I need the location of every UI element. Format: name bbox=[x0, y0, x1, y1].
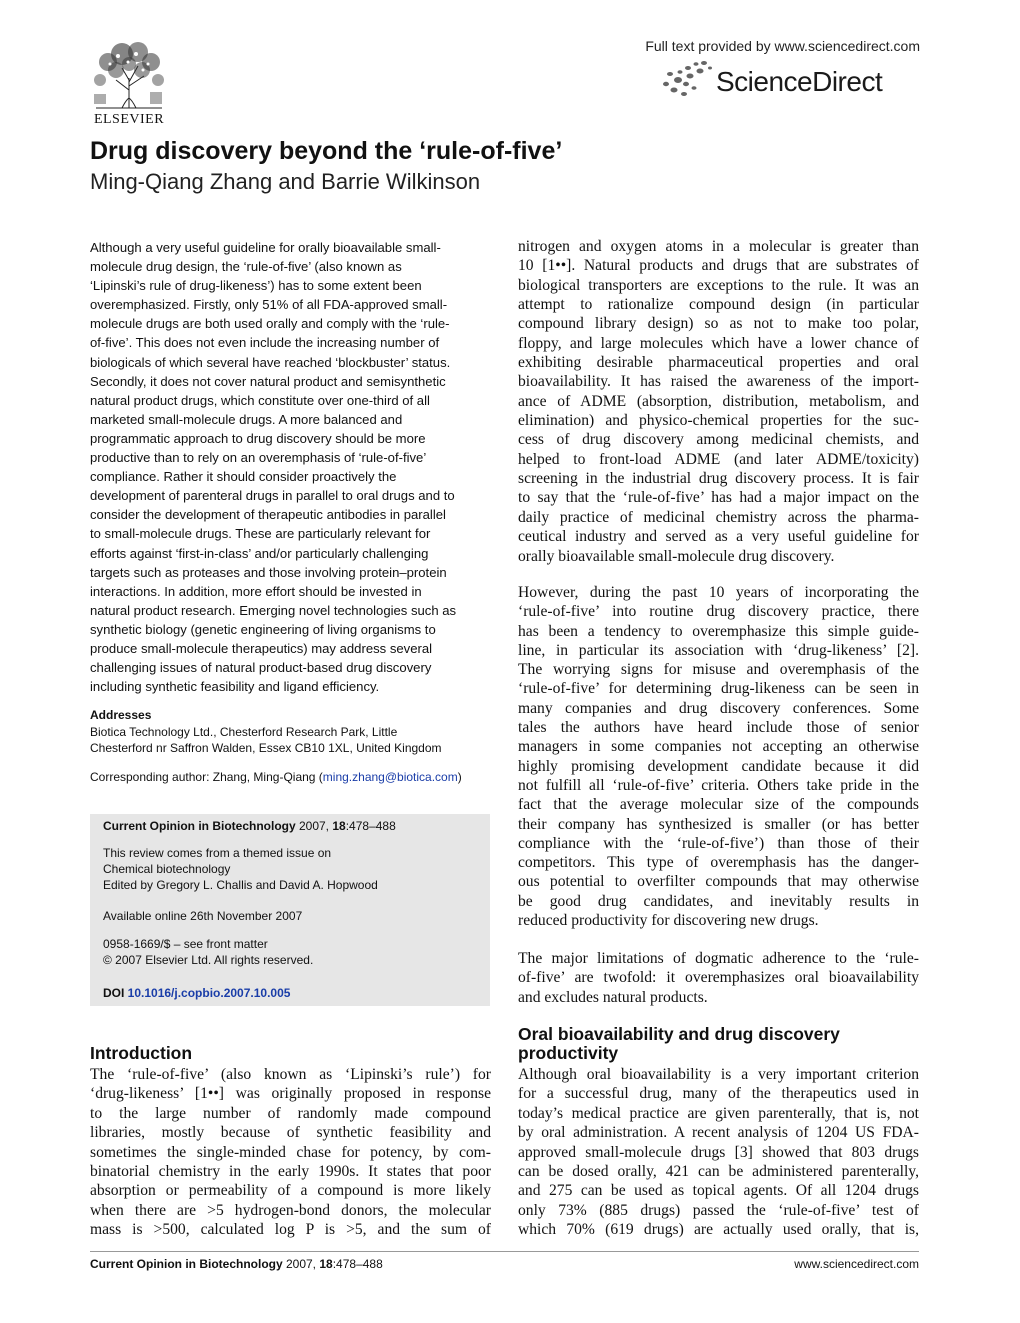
doi-link[interactable]: 10.1016/j.copbio.2007.10.005 bbox=[127, 986, 291, 1000]
text-line: compliance with the ‘rule-of-five’) than those of their bbox=[518, 834, 919, 852]
abstract-line: consider the development of therapeutic antibodies in parallel bbox=[90, 507, 446, 523]
addresses-heading: Addresses bbox=[90, 708, 152, 722]
text-line: be good drug candidates, and inevitably results in bbox=[518, 892, 919, 910]
text-line: to say that the ‘rule-of-five’ has had a major impact on the bbox=[518, 489, 919, 507]
abstract-line: compliance. Rather it should consider proactively the bbox=[90, 469, 397, 485]
abstract-line: programmatic approach to drug discovery should be more bbox=[90, 430, 426, 446]
text-line: Although oral bioavailability is a very important criterion bbox=[518, 1066, 919, 1083]
text-line: and excludes natural products. bbox=[518, 988, 708, 1006]
text-line: managers in some companies not accepting an otherwise bbox=[518, 738, 919, 756]
text-line: competitors. This type of overemphasis has the danger- bbox=[518, 854, 919, 872]
text-line: to the large number of randomly made compound bbox=[90, 1104, 491, 1122]
abstract-line: interactions. In addition, more effort should be invested in bbox=[90, 583, 422, 599]
abstract-line: natural product research. Emerging novel technologies such as bbox=[90, 602, 457, 618]
text-line: can be dosed orally, 421 can be administered parenterally, bbox=[518, 1163, 919, 1181]
text-line: libraries, mostly because of synthetic feasibility and bbox=[90, 1124, 491, 1142]
abstract-line: synthetic biology (genetic engineering of living organisms to bbox=[90, 621, 436, 637]
abstract-line: ‘Lipinski’s rule of drug-likeness’) has to some extent been bbox=[90, 278, 422, 294]
text-line: ous potential to overfilter compounds that may otherwise bbox=[518, 873, 919, 891]
text-line: for a successful drug, many of the therapeutics used in bbox=[518, 1085, 919, 1103]
abstract bbox=[90, 238, 480, 696]
journal-year: 2007, bbox=[295, 819, 333, 833]
available-online: Available online 26th November 2007 bbox=[103, 909, 303, 923]
text-line: compound library design) so as not to make too polar, bbox=[518, 315, 919, 333]
doi-line bbox=[103, 986, 290, 1000]
footer-pages: :478–488 bbox=[332, 1257, 383, 1271]
oral-bioavailability-heading bbox=[518, 1025, 919, 1063]
footer-year: 2007, bbox=[282, 1257, 320, 1271]
sciencedirect-dots-icon bbox=[660, 58, 716, 100]
footer-journal: Current Opinion in Biotechnology bbox=[90, 1257, 283, 1271]
text-line: sometimes the single-minded chase for potency, by com- bbox=[90, 1143, 491, 1161]
text-line: floppy, and large molecules which have a lower chance of bbox=[518, 334, 919, 352]
text-line: ‘rule-of-five’ into routine drug discovery practice, there bbox=[518, 603, 919, 621]
full-text-provider[interactable]: Full text provided by www.sciencedirect.com bbox=[645, 38, 920, 54]
text-line: fact that the average molecular size of the compounds bbox=[518, 796, 919, 814]
abstract-line: natural product drugs, which constitute over one-third of all bbox=[90, 392, 430, 408]
text-line: many companies and drug discovery conferences. Some bbox=[518, 699, 919, 717]
abstract-line: challenging issues of natural product-based drug discovery bbox=[90, 660, 432, 676]
corresponding-suffix: ) bbox=[457, 770, 462, 784]
text-line: 10 [1••]. Natural products and drugs that are substrates of bbox=[518, 257, 919, 275]
footer-volume: 18 bbox=[319, 1257, 333, 1271]
text-line: their company has synthesized is smaller (or has better bbox=[518, 815, 919, 833]
text-line: helped to front-load ADME (and later ADME/toxicity) bbox=[518, 450, 919, 468]
heading-line: productivity bbox=[518, 1043, 619, 1063]
text-line: ‘rule-of-five’ for determining drug-likeness can be seen in bbox=[518, 680, 919, 698]
abstract-line: of-five’. This does not even include the increasing number of bbox=[90, 335, 440, 351]
oral-bioavailability-text bbox=[518, 1065, 919, 1240]
text-line: screening in the industrial drug discovery process. It is fair bbox=[518, 470, 919, 488]
text-line: highly promising development candidate because it did bbox=[518, 757, 919, 775]
text-line: today’s medical practice are given parenterally, that is, not bbox=[518, 1104, 919, 1122]
abstract-line: biologicals of which several have reached ‘blockbuster’ status. bbox=[90, 354, 451, 370]
footer-divider bbox=[90, 1251, 919, 1252]
text-line: of-five’ are twofold: it overemphasizes oral bioavailability bbox=[518, 969, 919, 987]
text-line: ‘drug-likeness’ [1••] was originally proposed in response bbox=[90, 1085, 491, 1103]
journal-citation bbox=[103, 819, 396, 833]
addresses bbox=[90, 724, 442, 756]
abstract-line: development of parenteral drugs in parallel to oral drugs and to bbox=[90, 488, 455, 504]
text-line: nitrogen and oxygen atoms in a molecular is greater than bbox=[518, 238, 919, 255]
abstract-line: overemphasized. Firstly, only 51% of all FDA-approved small- bbox=[90, 297, 448, 313]
abstract-line: efforts against ‘first-in-class’ and/or particularly challenging bbox=[90, 545, 429, 561]
text-line: line, in particular its association with ‘drug-likeness’ [2]. bbox=[518, 641, 919, 659]
publisher-name: ELSEVIER bbox=[93, 112, 165, 127]
abstract-line: produce small-molecule therapeutics) may address several bbox=[90, 640, 433, 656]
text-line: attempt to rationalize compound design (in particular bbox=[518, 296, 919, 314]
text-line: binatorial chemistry in the early 1990s. It states that poor bbox=[90, 1163, 491, 1181]
abstract-line: marketed small-molecule drugs. A more balanced and bbox=[90, 411, 403, 427]
sciencedirect-wordmark[interactable]: ScienceDirect bbox=[716, 66, 883, 97]
article-authors: Ming-Qiang Zhang and Barrie Wilkinson bbox=[90, 169, 481, 194]
abstract-line: molecule drugs are both used orally and comply with the ‘rule- bbox=[90, 316, 450, 332]
text-line: However, during the past 10 years of incorporating the bbox=[518, 584, 919, 601]
text-line: has been a tendency to overemphasize this simple guide- bbox=[518, 622, 919, 640]
text-line: The worrying signs for misuse and overemphasis of the bbox=[518, 661, 919, 679]
footer-website-link[interactable]: www.sciencedirect.com bbox=[794, 1257, 919, 1271]
introduction-text bbox=[90, 1065, 491, 1240]
journal-volume: 18 bbox=[332, 819, 346, 833]
article-info-box bbox=[90, 814, 490, 1006]
text-line: approved small-molecule drugs [3] showed that 803 drugs bbox=[518, 1143, 919, 1161]
text-line: The major limitations of dogmatic adherence to the ‘rule- bbox=[518, 950, 919, 967]
text-line: which 70% (619 drugs) are actually used orally, that is, bbox=[518, 1221, 919, 1239]
edited-by: Edited by Gregory L. Challis and David A. Hopwood bbox=[103, 878, 378, 892]
text-line: absorption or permeability of a compound is more likely bbox=[90, 1182, 491, 1200]
text-line: reduced productivity for discovering new drugs. bbox=[518, 912, 819, 930]
journal-pages: :478–488 bbox=[345, 819, 396, 833]
text-line: bioavailability. It has raised the awareness of the import- bbox=[518, 373, 919, 391]
corresponding-prefix: Corresponding author: Zhang, Ming-Qiang ( bbox=[90, 770, 323, 784]
text-line: only 73% (885 drugs) passed the ‘rule-of-five’ test of bbox=[518, 1201, 919, 1219]
abstract-line: Although a very useful guideline for orally bioavailable small- bbox=[90, 240, 441, 255]
text-line: ance of ADME (absorption, distribution, metabolism, and bbox=[518, 392, 919, 410]
heading-line: Oral bioavailability and drug discovery bbox=[518, 1024, 840, 1044]
text-line: mass is >500, calculated log P is >5, and the sum of bbox=[90, 1221, 491, 1239]
corresponding-author bbox=[90, 770, 462, 784]
body-paragraph bbox=[518, 949, 919, 1007]
address-line: Biotica Technology Ltd., Chesterford Research Park, Little bbox=[90, 725, 398, 739]
author-email-link[interactable]: ming.zhang@biotica.com bbox=[322, 770, 458, 784]
issn: 0958-1669/$ – see front matter bbox=[103, 937, 268, 951]
text-line: ceutical industry and served as a very useful guideline for bbox=[518, 528, 919, 546]
body-paragraph bbox=[518, 237, 919, 566]
text-line: when there are >5 hydrogen-bond donors, the molecular bbox=[90, 1201, 491, 1219]
body-paragraph bbox=[518, 583, 919, 930]
doi-label: DOI bbox=[103, 986, 128, 1000]
introduction-heading: Introduction bbox=[90, 1043, 193, 1063]
text-line: tales the authors have heard include those of senior bbox=[518, 719, 919, 737]
text-line: by oral administration. A recent analysis of 1204 US FDA- bbox=[518, 1124, 919, 1142]
article-title: Drug discovery beyond the ‘rule-of-five’ bbox=[90, 137, 563, 165]
text-line: cess of drug discovery among medicinal chemists, and bbox=[518, 431, 919, 449]
abstract-line: Secondly, it does not cover natural product and semisynthetic bbox=[90, 373, 446, 389]
address-line: Chesterford nr Saffron Walden, Essex CB10 1XL, United Kingdom bbox=[90, 741, 442, 755]
text-line: daily practice of medicinal chemistry across the pharma- bbox=[518, 508, 919, 526]
abstract-line: molecule drug design, the ‘rule-of-five’ (also known as bbox=[90, 259, 402, 275]
text-line: elimination) and physico-chemical properties for the suc- bbox=[518, 412, 919, 430]
abstract-line: to small-molecule drugs. These are particularly relevant for bbox=[90, 526, 431, 542]
text-line: and 275 can be used as topical agents. Of all 1204 drugs bbox=[518, 1182, 919, 1200]
text-line: not fulfill all ‘rule-of-five’ criteria. Others take pride in the bbox=[518, 776, 919, 794]
themed-issue-name: Chemical biotechnology bbox=[103, 862, 231, 876]
journal-name: Current Opinion in Biotechnology bbox=[103, 819, 296, 833]
abstract-line: productive than to rely on an overemphasis of ‘rule-of-five’ bbox=[90, 450, 427, 466]
text-line: biological transporters are exceptions to the rule. It was an bbox=[518, 276, 919, 294]
themed-issue-line: This review comes from a themed issue on bbox=[103, 846, 332, 860]
text-line: exhibiting desirable pharmaceutical properties and oral bbox=[518, 354, 919, 372]
text-line: The ‘rule-of-five’ (also known as ‘Lipinski’s rule’) for bbox=[90, 1066, 491, 1083]
footer-citation bbox=[90, 1257, 383, 1271]
abstract-line: including synthetic feasibility and ligand efficiency. bbox=[90, 679, 380, 695]
abstract-line: targets such as proteases and those involving protein–protein bbox=[90, 564, 447, 580]
copyright: © 2007 Elsevier Ltd. All rights reserved. bbox=[103, 953, 314, 967]
text-line: orally bioavailable small-molecule drug discovery. bbox=[518, 547, 835, 565]
